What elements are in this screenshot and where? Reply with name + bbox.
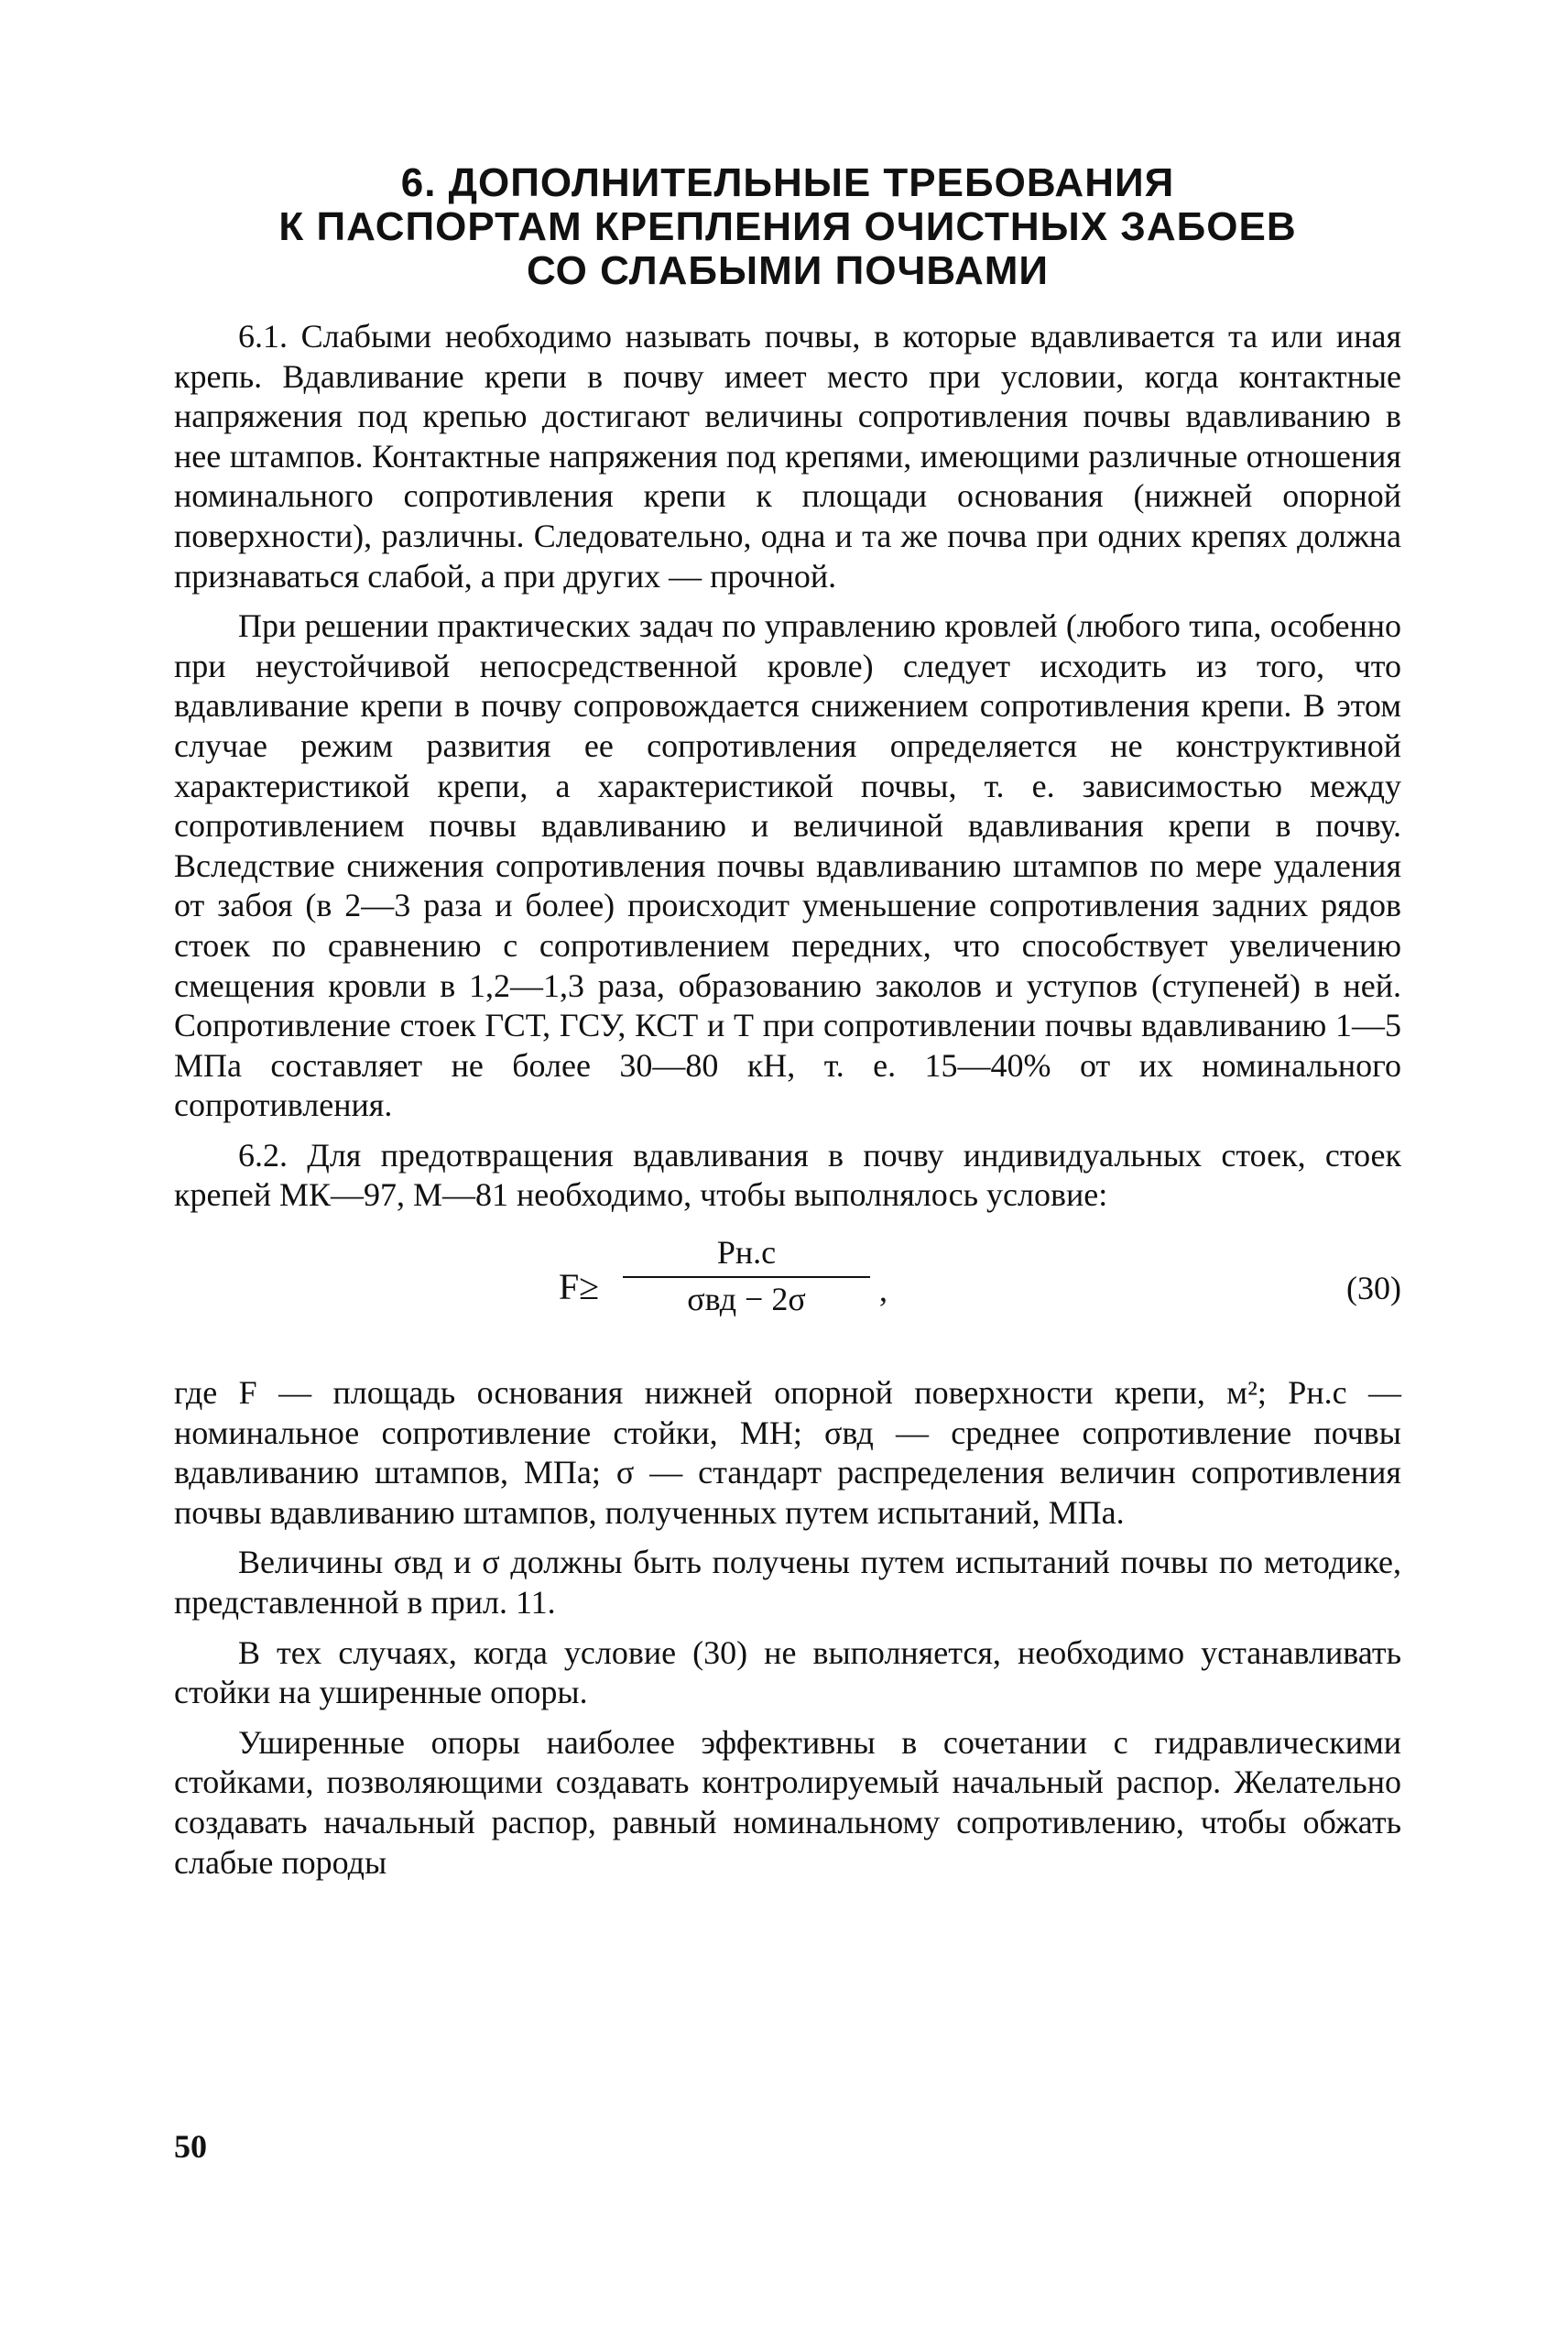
formula-lhs: F≥: [559, 1266, 600, 1308]
body-text: [174, 317, 1401, 1883]
heading-line-3: СО СЛАБЫМИ ПОЧВАМИ: [526, 248, 1050, 293]
paragraph-roof-control: При решении практических задач по управлению кровлей (любого типа, особенно при неустойчивой непосредственной кровле) следует исходить из того, что вдавливание крепи в почву сопровождается снижением сопротивления крепи. В этом случае режим развития ее сопротивления определяется не конструктивной характеристикой крепи, а характеристикой почвы, т. е. зависимостью между сопротивлением почвы вдавливанию и величиной вдавливания крепи в почву. Вследствие снижения сопротивления почвы вдавливанию штампов по мере удаления от забоя (в 2—3 раза и более) происходит уменьшение сопротивления задних рядов стоек по сравнению с сопротивлением передних, что способствует увеличению смещения кровли в 1,2—1,3 раза, образованию заколов и уступов (ступеней) в ней. Сопротивление стоек ГСТ, ГСУ, КСТ и Т при сопротивлении почвы вдавливанию 1—5 МПа составляет не более 30—80 кН, т. е. 15—40% от их номинального сопротивления.: [174, 607, 1401, 1124]
equation-number: (30): [1346, 1270, 1401, 1307]
formula-comma: ,: [879, 1272, 887, 1309]
formula-denominator: σвд − 2σ: [687, 1281, 806, 1318]
formula-fraction: [623, 1232, 870, 1320]
formula-30: [174, 1223, 1401, 1360]
paragraph-formula-legend: где F — площадь основания нижней опорной поверхности крепи, м²; Pн.с — номинальное сопротивление стойки, МН; σвд — среднее сопротивление почвы вдавливанию штампов, МПа; σ — стандарт распределения величин сопротивления почвы вдавливанию штампов, полученных путем испытаний, МПа.: [174, 1374, 1401, 1531]
paragraph-6-1: 6.1. Слабыми необходимо называть почвы, в которые вдавливается та или иная крепь. Вдавливание крепи в почву имеет место при условии, когда контактные напряжения под крепью достигают величины сопротивления почвы вдавливанию в нее штампов. Контактные напряжения под крепями, имеющими различные отношения номинального сопротивления крепи к площади основания (нижней опорной поверхности), различны. Следовательно, одна и та же почва при одних крепях должна признаваться слабой, а при других — прочной.: [174, 318, 1401, 595]
page-number: 50: [174, 2128, 207, 2165]
section-heading: [174, 161, 1401, 293]
paragraph-widened-supports: Уширенные опоры наиболее эффективны в сочетании с гидравлическими стойками, позволяющими создавать контролируемый начальный распор. Желательно создавать начальный распор, равный номинальному сопротивлению, чтобы обжать слабые породы: [174, 1723, 1401, 1881]
heading-line-1: 6. ДОПОЛНИТЕЛЬНЫЕ ТРЕБОВАНИЯ: [400, 160, 1175, 205]
paragraph-6-2: 6.2. Для предотвращения вдавливания в почву индивидуальных стоек, стоек крепей МК—97, М—81 необходимо, чтобы выполнялось условие:: [174, 1136, 1401, 1214]
heading-line-2: К ПАСПОРТАМ КРЕПЛЕНИЯ ОЧИСТНЫХ ЗАБОЕВ: [278, 204, 1297, 249]
paragraph-values-method: Величины σвд и σ должны быть получены путем испытаний почвы по методике, представленной в прил. 11.: [174, 1544, 1401, 1622]
paragraph-condition-not-met: В тех случаях, когда условие (30) не выполняется, необходимо устанавливать стойки на уширенные опоры.: [174, 1633, 1401, 1711]
formula-numerator: Pн.с: [623, 1232, 870, 1278]
